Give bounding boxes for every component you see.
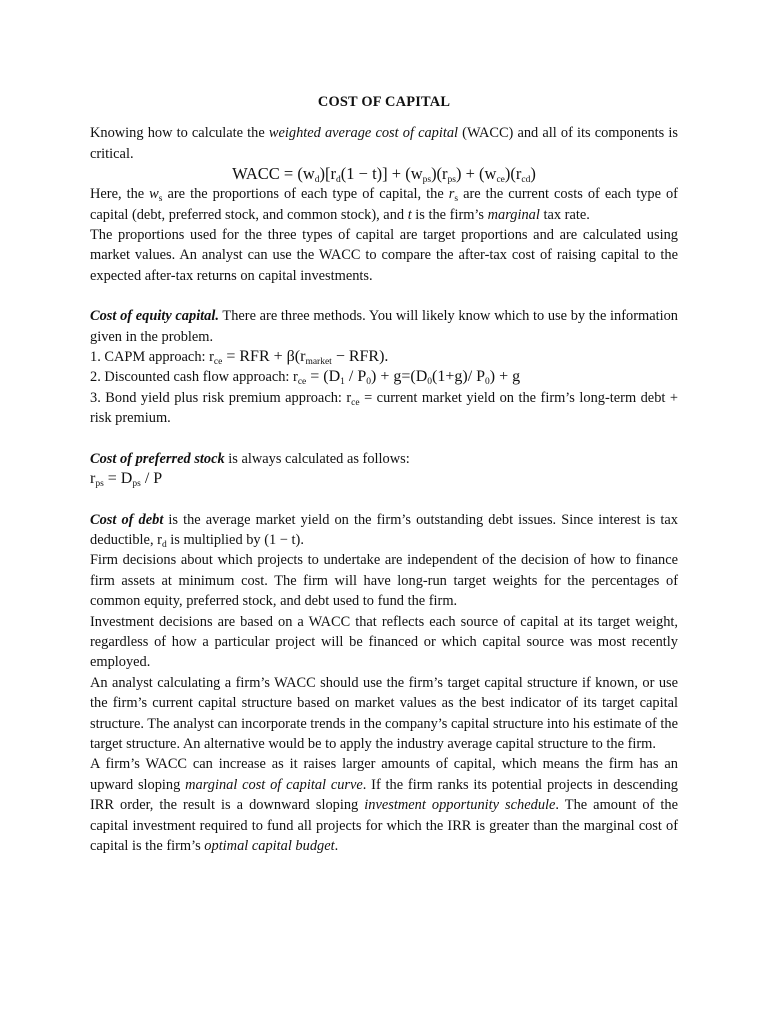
italic-term: marginal cost of capital curve xyxy=(185,776,363,793)
spacer xyxy=(90,490,678,510)
italic-term: optimal capital budget xyxy=(204,838,335,854)
italic-var: r xyxy=(448,186,455,203)
formula-sub: ps xyxy=(447,175,456,186)
formula-part: (1 − t)] + (w xyxy=(340,164,423,184)
subscript: market xyxy=(305,357,332,368)
debt-heading: Cost of debt xyxy=(90,511,164,528)
firm-decisions-paragraph: Firm decisions about which projects to undertake are independent of the decision of how to finance firm assets at minimum cost. The firm will have long-run target weights for the percentages of common equity, preferred stock, and debt used to fund the firm. xyxy=(90,552,678,610)
text: = D xyxy=(103,470,133,488)
intro-emphasis: weighted average cost of capital xyxy=(268,125,459,142)
preferred-heading: Cost of preferred stock xyxy=(90,450,225,467)
subscript: 1 xyxy=(340,377,345,388)
subscript: s xyxy=(454,194,459,205)
text: . The amount of the capital investment required to fund all projects for which the IRR is greater than the marginal cost of capital is the firm’s xyxy=(90,797,678,854)
equity-method-1 xyxy=(90,347,678,367)
subscript: ps xyxy=(95,479,104,490)
text: / P xyxy=(344,368,367,386)
subscript: ps xyxy=(132,479,141,490)
here-paragraph xyxy=(90,184,678,225)
text: is the firm’s xyxy=(411,206,488,223)
equity-paragraph xyxy=(90,306,678,347)
text: (1+g)/ P xyxy=(432,368,486,386)
text: . If the firm ranks its potential projects in descending IRR order, the result is a downward sloping xyxy=(90,776,678,814)
text: is the average market yield on the firm’s outstanding debt issues. Since interest is tax deductible, r xyxy=(90,511,678,548)
marginal-cost-paragraph xyxy=(90,754,678,856)
investment-decisions-paragraph: Investment decisions are based on a WACC that reflects each source of capital at its target weight, regardless of how a particular project will be financed or which capital source was most recently employed. xyxy=(90,613,678,671)
formula-part: )[r xyxy=(319,164,337,184)
subscript: s xyxy=(158,194,163,205)
text: = current market yield on the firm’s long-term debt + risk premium. xyxy=(90,389,678,427)
spacer xyxy=(90,429,678,449)
equity-method-3 xyxy=(90,388,678,429)
formula-sub: d xyxy=(336,175,341,186)
text: r xyxy=(90,470,96,488)
text: ) + g=(D xyxy=(371,368,428,386)
text: . xyxy=(334,838,339,854)
equity-heading: Cost of equity capital. xyxy=(90,308,219,325)
subscript: ce xyxy=(213,357,223,368)
text: = (D xyxy=(306,368,341,386)
text: is always calculated as follows: xyxy=(224,450,410,467)
text: 2. Discounted cash flow approach: r xyxy=(90,369,298,386)
italic-word: marginal xyxy=(487,206,540,223)
text: − RFR). xyxy=(331,348,389,366)
formula-part: WACC = (w xyxy=(232,164,315,184)
text: Here, the xyxy=(90,186,150,203)
italic-term: investment opportunity schedule xyxy=(364,797,556,814)
proportions-paragraph: The proportions used for the three types of capital are target proportions and are calculated using market values. An analyst can use the WACC to compare the after-tax cost of raising capital to the expected after-tax returns on capital investments. xyxy=(90,227,678,284)
intro-text: Knowing how to calculate the xyxy=(90,125,269,142)
subscript: d xyxy=(161,539,167,550)
text: There are three methods. You will likely know which to use by the information given in the problem. xyxy=(90,308,678,345)
text: = RFR + β(r xyxy=(222,348,306,366)
document-title: COST OF CAPITAL xyxy=(317,94,451,110)
spacer xyxy=(90,286,678,306)
text: is multiplied by (1 − t). xyxy=(166,531,304,548)
formula-sub: d xyxy=(314,175,320,186)
text: 3. Bond yield plus risk premium approach: r xyxy=(90,389,352,406)
intro-paragraph xyxy=(90,123,678,164)
formula-part: ) xyxy=(530,164,536,184)
subscript: 0 xyxy=(485,377,490,388)
formula-part: )(r xyxy=(431,164,448,184)
subscript: 0 xyxy=(427,377,433,388)
formula-part: )(r xyxy=(504,164,522,184)
text: are the proportions of each type of capital, the xyxy=(162,186,449,203)
preferred-paragraph xyxy=(90,449,678,469)
text: / P xyxy=(140,470,163,488)
text: are the current costs of each type of capital (debt, preferred stock, and common stock), and xyxy=(90,186,678,223)
subscript: ce xyxy=(297,377,307,388)
formula-part: ) + (w xyxy=(456,164,497,184)
formula-sub: ps xyxy=(422,175,432,186)
text: tax rate. xyxy=(539,206,590,223)
wacc-formula xyxy=(90,164,678,184)
subscript: ce xyxy=(351,397,360,408)
italic-var: t xyxy=(407,206,412,223)
text: 1. CAPM approach: r xyxy=(90,349,214,366)
intro-text-end: (WACC) and all of its components is critical. xyxy=(90,125,678,162)
formula-sub: cd xyxy=(521,175,531,186)
text: A firm’s WACC can increase as it raises larger amounts of capital, which means the firm has an upward sloping xyxy=(90,756,678,793)
equity-method-2 xyxy=(90,367,678,387)
text: ) + g xyxy=(489,368,521,386)
preferred-formula xyxy=(90,469,678,489)
document-page xyxy=(90,92,678,856)
debt-paragraph xyxy=(90,510,678,551)
analyst-paragraph: An analyst calculating a firm’s WACC should use the firm’s target capital structure if known, or use the firm’s current capital structure based on market values as the best indicator of its target capital structure. The analyst can incorporate trends in the company’s capital structure into his estimate of the target structure. An alternative would be to apply the industry average capital structure to the firm. xyxy=(90,674,678,752)
formula-sub: ce xyxy=(496,175,505,186)
italic-var: w xyxy=(149,186,159,203)
subscript: 0 xyxy=(366,377,371,388)
